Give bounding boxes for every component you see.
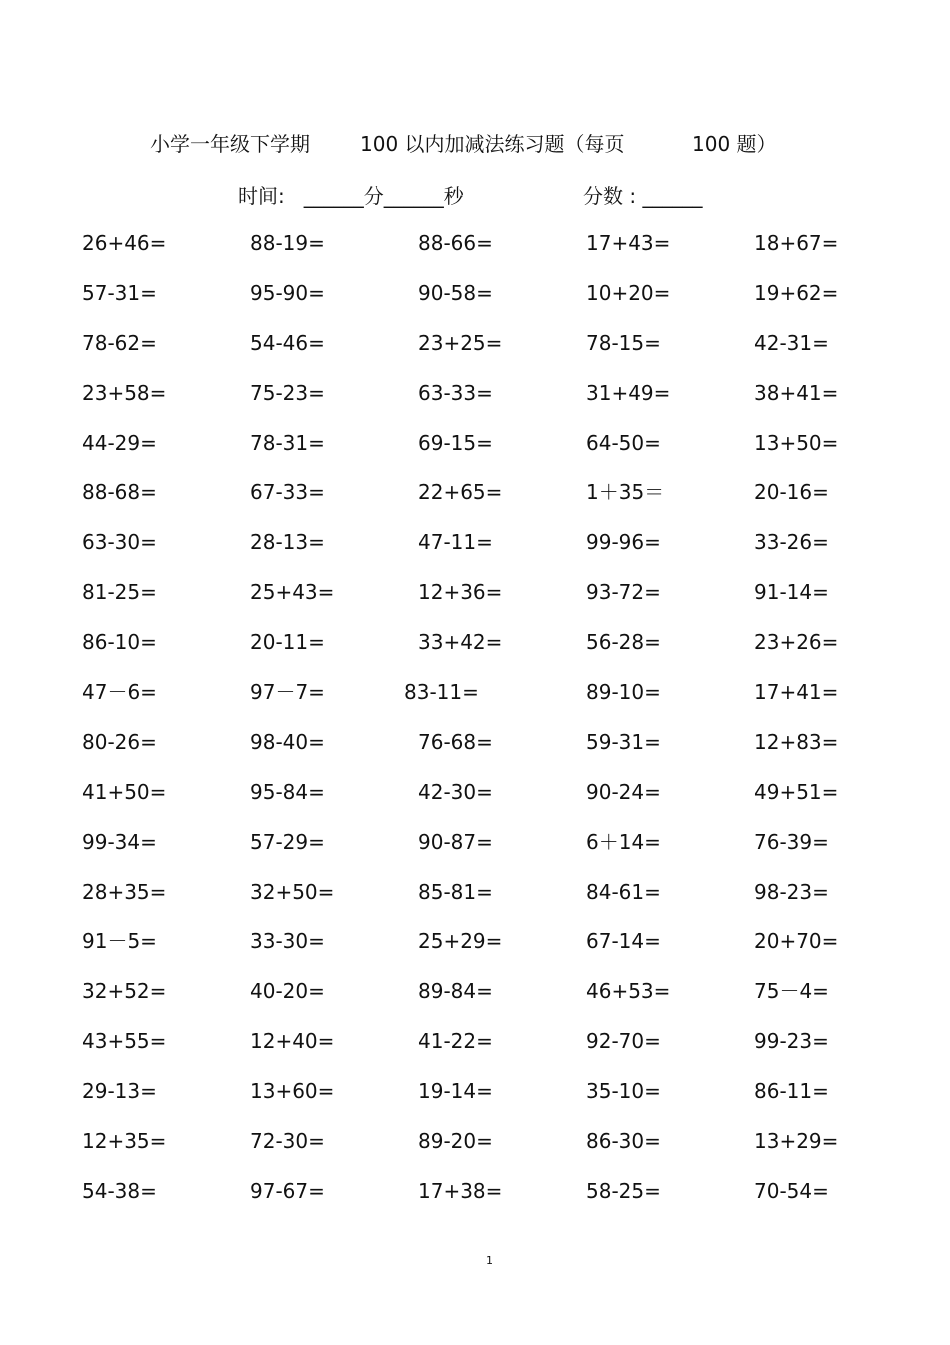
- problem-row: [0, 229, 950, 279]
- math-problem: 67-14=: [586, 929, 661, 954]
- math-problem: 83-11=: [404, 680, 479, 705]
- math-problem: 17+43=: [586, 231, 671, 255]
- math-problem: 13+50=: [754, 430, 839, 455]
- math-problem: 95-90=: [250, 280, 325, 305]
- math-problem: 33+42=: [418, 630, 503, 655]
- math-problem: 44-29=: [82, 430, 157, 455]
- problem-row: [0, 478, 950, 528]
- math-problem: 81-25=: [82, 580, 157, 605]
- title-topic: 100 以内加减法练习题（每页: [360, 132, 625, 156]
- problem-row: [0, 977, 950, 1027]
- math-problem: 97－7=: [250, 680, 325, 705]
- math-problem: 47-11=: [418, 530, 493, 555]
- math-problem: 90-24=: [586, 779, 661, 804]
- math-problem: 91－5=: [82, 929, 157, 954]
- math-problem: 28+35=: [82, 879, 167, 904]
- title-grade: 小学一年级下学期: [150, 132, 310, 156]
- math-problem: 56-28=: [586, 630, 661, 655]
- math-problem: 12+36=: [418, 580, 503, 605]
- math-problem: 72-30=: [250, 1129, 325, 1154]
- math-problem: 32+50=: [250, 879, 335, 904]
- page-title: [0, 128, 950, 156]
- math-problem: 57-31=: [82, 280, 157, 305]
- math-problem: 46+53=: [586, 979, 671, 1004]
- time-field: 时间: ______分______秒: [238, 184, 464, 208]
- math-problem: 89-10=: [586, 680, 661, 705]
- math-problem: 23+58=: [82, 380, 167, 405]
- title-count: 100 题）: [692, 132, 777, 156]
- score-field: 分数 : ______: [583, 184, 703, 208]
- math-problem: 89-20=: [418, 1129, 493, 1154]
- math-problem: 47－6=: [82, 680, 157, 705]
- math-problem: 84-61=: [586, 879, 661, 904]
- math-problem: 1＋35＝: [586, 480, 665, 505]
- math-problem: 97-67=: [250, 1178, 325, 1203]
- math-problem: 19-14=: [418, 1079, 493, 1104]
- problem-row: [0, 628, 950, 678]
- math-problem: 20-11=: [250, 630, 325, 655]
- problem-row: [0, 1077, 950, 1127]
- problem-row: [0, 1027, 950, 1077]
- math-problem: 19+62=: [754, 280, 839, 305]
- math-problem: 92-70=: [586, 1029, 661, 1054]
- math-problem: 29-13=: [82, 1079, 157, 1104]
- math-problem: 20-16=: [754, 480, 829, 505]
- math-problem: 98-40=: [250, 729, 325, 754]
- math-problem: 42-31=: [754, 330, 829, 355]
- math-problem: 54-38=: [82, 1178, 157, 1203]
- math-problem: 64-50=: [586, 430, 661, 455]
- math-problem: 6＋14=: [586, 829, 661, 854]
- math-problem: 86-30=: [586, 1129, 661, 1154]
- math-problem: 54-46=: [250, 330, 325, 355]
- math-problem: 41+50=: [82, 779, 167, 804]
- problem-row: [0, 1127, 950, 1177]
- problem-row: [0, 379, 950, 429]
- math-problem: 12+40=: [250, 1029, 335, 1054]
- math-problem: 40-20=: [250, 979, 325, 1004]
- math-problem: 78-62=: [82, 330, 157, 355]
- math-problem: 22+65=: [418, 480, 503, 505]
- math-problem: 26+46=: [82, 231, 167, 255]
- math-problem: 78-15=: [586, 330, 661, 355]
- problem-row: [0, 728, 950, 778]
- math-problem: 85-81=: [418, 879, 493, 904]
- math-problem: 88-19=: [250, 231, 325, 255]
- math-problem: 86-11=: [754, 1079, 829, 1104]
- math-problem: 33-30=: [250, 929, 325, 954]
- math-problem: 99-96=: [586, 530, 661, 555]
- math-problem: 86-10=: [82, 630, 157, 655]
- math-problem: 93-72=: [586, 580, 661, 605]
- math-problem: 90-87=: [418, 829, 493, 854]
- math-problem: 23+25=: [418, 330, 503, 355]
- math-problem: 10+20=: [586, 280, 671, 305]
- math-problem: 12+35=: [82, 1129, 167, 1154]
- math-problem: 67-33=: [250, 480, 325, 505]
- math-problem: 13+29=: [754, 1129, 839, 1154]
- math-problem: 31+49=: [586, 380, 671, 405]
- math-problem: 57-29=: [250, 829, 325, 854]
- math-problem: 70-54=: [754, 1178, 829, 1203]
- problem-grid: [0, 229, 950, 1227]
- math-problem: 63-30=: [82, 530, 157, 555]
- problem-row: [0, 927, 950, 977]
- math-problem: 91-14=: [754, 580, 829, 605]
- problem-row: [0, 279, 950, 329]
- math-problem: 89-84=: [418, 979, 493, 1004]
- math-problem: 49+51=: [754, 779, 839, 804]
- math-problem: 78-31=: [250, 430, 325, 455]
- math-problem: 88-68=: [82, 480, 157, 505]
- math-problem: 25+43=: [250, 580, 335, 605]
- math-problem: 20+70=: [754, 929, 839, 954]
- math-problem: 25+29=: [418, 929, 503, 954]
- problem-row: [0, 1177, 950, 1227]
- math-problem: 76-39=: [754, 829, 829, 854]
- math-problem: 17+38=: [418, 1178, 503, 1203]
- math-problem: 23+26=: [754, 630, 839, 655]
- problem-row: [0, 778, 950, 828]
- math-problem: 58-25=: [586, 1178, 661, 1203]
- math-problem: 28-13=: [250, 530, 325, 555]
- math-problem: 43+55=: [82, 1029, 167, 1054]
- math-problem: 33-26=: [754, 530, 829, 555]
- math-problem: 38+41=: [754, 380, 839, 405]
- math-problem: 75-23=: [250, 380, 325, 405]
- problem-row: [0, 528, 950, 578]
- math-problem: 75－4=: [754, 979, 829, 1004]
- math-problem: 99-23=: [754, 1029, 829, 1054]
- answer-info-line: [0, 180, 950, 208]
- math-problem: 99-34=: [82, 829, 157, 854]
- math-problem: 13+60=: [250, 1079, 335, 1104]
- math-problem: 42-30=: [418, 779, 493, 804]
- math-problem: 98-23=: [754, 879, 829, 904]
- problem-row: [0, 678, 950, 728]
- math-problem: 90-58=: [418, 280, 493, 305]
- math-problem: 63-33=: [418, 380, 493, 405]
- math-problem: 17+41=: [754, 680, 839, 705]
- problem-row: [0, 578, 950, 628]
- math-problem: 41-22=: [418, 1029, 493, 1054]
- math-problem: 35-10=: [586, 1079, 661, 1104]
- math-problem: 69-15=: [418, 430, 493, 455]
- page-number: 1: [486, 1254, 493, 1267]
- math-problem: 76-68=: [418, 729, 493, 754]
- problem-row: [0, 429, 950, 479]
- problem-row: [0, 828, 950, 878]
- problem-row: [0, 329, 950, 379]
- math-problem: 88-66=: [418, 231, 493, 255]
- math-problem: 59-31=: [586, 729, 661, 754]
- math-problem: 18+67=: [754, 231, 839, 255]
- math-problem: 32+52=: [82, 979, 167, 1004]
- problem-row: [0, 878, 950, 928]
- math-problem: 12+83=: [754, 729, 839, 754]
- math-problem: 80-26=: [82, 729, 157, 754]
- math-problem: 95-84=: [250, 779, 325, 804]
